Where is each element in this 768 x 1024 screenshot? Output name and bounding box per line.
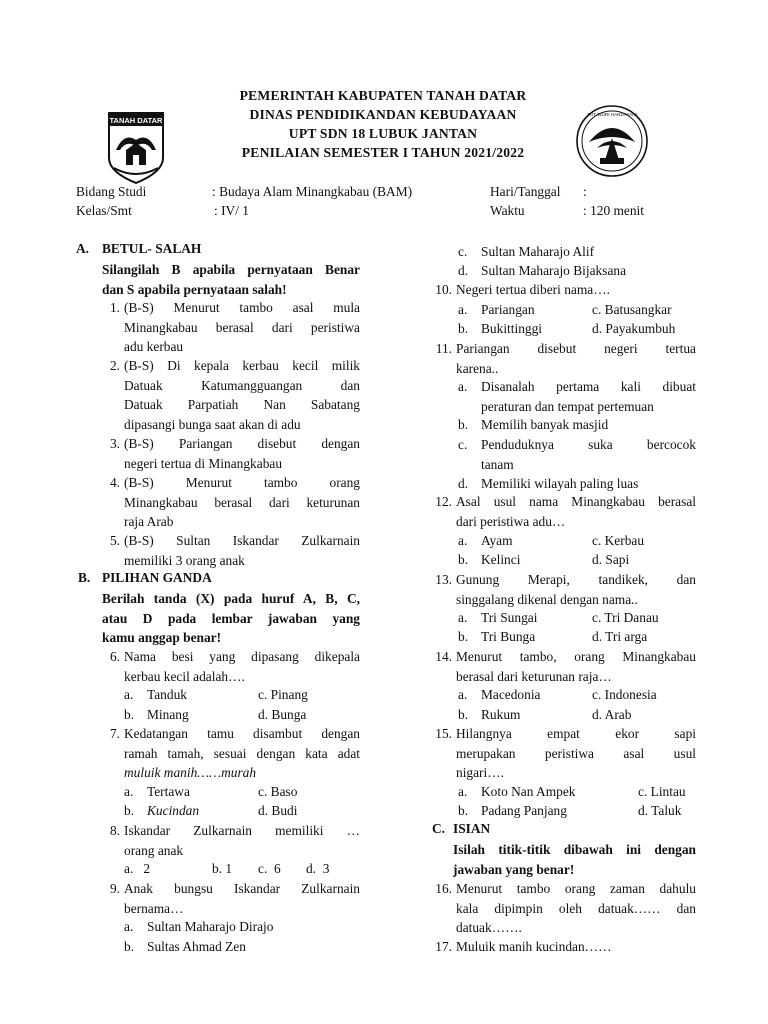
section-c-letter: C. [432,821,446,836]
option-letter: b. [124,803,135,818]
question-number: 8. [109,823,120,838]
question-number: 17. [435,939,452,954]
option-d[interactable]: d. Budi [258,803,298,818]
option-text: Penduduknya suka bercocok [481,437,696,452]
option-d[interactable]: d. Tri arga [592,629,648,644]
option-text: Macedonia [481,687,541,702]
header-line-3: UPT SDN 18 LUBUK JANTAN [288,126,478,141]
section-c-title: ISIAN [453,821,491,836]
question-7 [98,724,360,784]
question-number: 2. [109,358,120,373]
question-text: dipasangi bunga saat akan di adu [124,416,301,432]
option-letter: a. [458,784,468,799]
option-c[interactable]: c. 6 [258,861,281,876]
question-text: Minangkabau berasal dari keturunan [124,494,360,510]
option-d[interactable]: d. 3 [306,861,330,876]
section-a-instruction [102,260,360,299]
section-b-instruction-line: atau D pada lembar jawaban yang [102,610,360,626]
question-15 [430,724,696,784]
section-c-instruction-line: Isilah titik-titik dibawah ini dengan [453,842,696,857]
option-letter: c. [458,244,468,259]
question-5 [98,531,360,571]
question-number: 4. [109,475,120,490]
question-3 [98,434,360,474]
question-number: 14. [435,649,452,664]
option-letter: a. [458,687,468,702]
question-14 [430,647,696,687]
question-number: 1. [109,300,120,315]
question-text: Hilangnya empat ekor sapi [456,726,696,741]
option-text: Tertawa [147,784,190,799]
option-d[interactable]: d. Arab [592,707,632,722]
question-10 [430,280,696,300]
question-text: merupakan peristiwa asal usul [456,745,696,761]
option-letter: b. [124,939,135,954]
option-text: Padang Panjang [481,803,567,818]
option-text: Memiliki wilayah paling luas [481,476,639,491]
question-number: 15. [435,726,452,741]
question-text: Negeri tertua diberi nama…. [456,282,610,297]
option-letter: a. [124,784,134,799]
question-1 [98,298,360,358]
section-c-instruction-line: jawaban yang benar! [453,861,575,877]
question-text: Nama besi yang dipasang dikepala [124,649,360,664]
question-text: kala dipimpin oleh datuak…… dan [456,900,696,916]
option-c[interactable]: c. Lintau [638,784,686,799]
option-c[interactable]: c. Indonesia [592,687,657,702]
tanah-datar-logo-text: TANAH DATAR [109,116,163,125]
option-text: Memilih banyak masjid [481,417,609,432]
question-text: kerbau kecil adalah…. [124,668,245,684]
question-number: 3. [109,436,120,451]
option-c[interactable]: c. Batusangkar [592,302,672,317]
question-text: Kedatangan tamu disambut dengan [124,726,360,741]
question-number: 6. [109,649,120,664]
option-text: Tri Sungai [481,610,538,625]
option-letter: d. [458,263,469,278]
question-number: 11. [435,341,452,356]
question-text: Asal usul nama Minangkabau berasal [456,494,696,509]
question-number: 10. [435,282,452,297]
section-a-instruction-line: dan S apabila pernyataan salah! [102,281,287,297]
option-text: Rukum [481,707,521,722]
option-a[interactable]: a. 2 [124,861,151,876]
header-line-2: DINAS PENDIDIKANDAN KEBUDAYAAN [249,107,517,122]
option-letter: b. [458,321,469,336]
option-b[interactable]: b. 1 [212,861,233,876]
question-text: adu kerbau [124,339,184,354]
option-text: Bukittinggi [481,321,543,336]
option-text: Kelinci [481,552,521,567]
section-a-instruction-line: Silangilah B apabila pernyataan Benar [102,262,360,277]
section-b-instruction [102,589,360,648]
option-text: Disanalah pertama kali dibuat [481,379,696,394]
tut-wuri-handayani-logo-text: TUT WURI HANDAYANI [587,112,637,117]
question-text-italic: muluik manih……murah [124,765,257,780]
section-b-instruction-line: Berilah tanda (X) pada huruf A, B, C, [102,591,360,606]
option-text: Sultan Maharajo Alif [481,244,595,259]
option-d[interactable]: d. Taluk [638,803,682,818]
option-letter: a. [458,610,468,625]
tanah-datar-logo [106,110,166,186]
header-line-1: PEMERINTAH KABUPATEN TANAH DATAR [239,88,527,103]
day-value: : [583,184,587,199]
day-label: Hari/Tanggal [490,184,561,199]
time-value: : 120 menit [583,203,644,218]
option-a-cont: peraturan dan tempat pertemuan [481,399,654,414]
question-text: Gunung Merapi, tandikek, dan [456,572,696,587]
question-12 [430,492,696,532]
question-number: 16. [435,881,452,896]
option-text: Ayam [481,533,513,548]
option-d[interactable]: d. Sapi [592,552,630,567]
section-b-letter: B. [78,570,91,585]
question-text: berasal dari keturunan raja… [456,668,612,684]
option-letter: b. [458,417,469,432]
question-8 [98,821,360,861]
section-a-letter: A. [76,241,90,256]
question-number: 12. [435,494,452,509]
question-11 [430,339,696,379]
option-text: Minang [147,707,189,722]
question-text: Minangkabau berasal dari peristiwa [124,319,360,335]
option-letter: b. [458,629,469,644]
option-letter: d. [458,476,469,491]
question-text: Muluik manih kucindan…… [456,939,612,954]
question-text: (B-S) Di kepala kerbau kecil milik [124,358,360,373]
option-text: Sultas Ahmad Zen [147,939,246,954]
question-text: Menurut tambo orang zaman dahulu [456,881,696,896]
header-line-4: PENILAIAN SEMESTER I TAHUN 2021/2022 [241,145,525,160]
option-letter: c. [458,437,468,452]
option-text: Sultan Maharajo Bijaksana [481,263,627,278]
question-number: 7. [109,726,120,741]
option-letter: a. [458,533,468,548]
question-text: (B-S) Sultan Iskandar Zulkarnain [124,533,360,548]
option-d[interactable]: d. Bunga [258,707,307,722]
option-text: Tri Bunga [481,629,536,644]
question-text: raja Arab [124,514,174,529]
option-text: Pariangan [481,302,535,317]
section-b-instruction-line: kamu anggap benar! [102,630,222,645]
class-label: Kelas/Smt [76,203,132,218]
question-2 [98,356,360,436]
question-13 [430,570,696,610]
question-number: 9. [109,881,120,896]
option-c[interactable]: c. Kerbau [592,533,645,548]
section-c-instruction [453,840,696,879]
question-6 [98,647,360,687]
question-text: orang anak [124,842,184,858]
class-value: : IV/ 1 [214,203,249,218]
option-letter: b. [458,707,469,722]
option-text: Tanduk [147,687,187,702]
question-text: negeri tertua di Minangkabau [124,455,283,471]
option-text: Kucindan [147,803,200,818]
option-c[interactable]: c. Baso [258,784,298,799]
option-letter: b. [124,707,135,722]
option-letter: b. [458,552,469,567]
question-4 [98,473,360,533]
section-a-title: BETUL- SALAH [102,241,202,256]
subject-label: Bidang Studi [76,184,147,199]
option-letter: a. [124,687,134,702]
question-16 [430,879,696,939]
option-letter: a. [124,919,134,934]
question-number: 13. [435,572,452,587]
question-text: nigari…. [456,765,504,780]
option-letter: a. [458,379,468,394]
question-text: dari peristiwa adu… [456,513,566,529]
question-text: (B-S) Pariangan disebut dengan [124,436,360,451]
question-text: (B-S) Menurut tambo asal mula [124,300,360,315]
question-text: bernama… [124,900,184,916]
question-17 [430,937,696,957]
subject-value: : Budaya Alam Minangkabau (BAM) [212,184,413,199]
question-text: Anak bungsu Iskandar Zulkarnain [124,881,360,896]
question-text: Iskandar Zulkarnain memiliki … [124,823,360,838]
question-text: Datuak Parpatiah Nan Sabatang [124,397,360,412]
section-b-title: PILIHAN GANDA [102,570,212,585]
question-9 [98,879,360,919]
question-text: datuak……. [456,920,522,935]
time-label: Waktu [490,203,525,218]
option-d[interactable]: d. Payakumbuh [592,321,676,336]
option-letter: a. [458,302,468,317]
question-text: Datuak Katumangguangan dan [124,377,360,393]
question-text: singgalang dikenal dengan nama.. [456,591,638,607]
question-number: 5. [109,533,120,548]
option-c[interactable]: c. Tri Danau [592,610,659,625]
option-text: Sultan Maharajo Dirajo [147,919,274,934]
question-text: Menurut tambo, orang Minangkabau [456,649,696,664]
question-text: Pariangan disebut negeri tertua [456,341,696,356]
option-text: Koto Nan Ampek [481,784,576,799]
question-text: ramah tamah, sesuai dengan kata adat [124,745,360,761]
option-c[interactable]: c. Pinang [258,687,308,702]
option-letter: b. [458,803,469,818]
question-text: memiliki 3 orang anak [124,552,245,568]
question-text: karena.. [456,360,499,376]
question-text: (B-S) Menurut tambo orang [124,475,360,490]
option-c-cont: tanam [481,457,514,472]
